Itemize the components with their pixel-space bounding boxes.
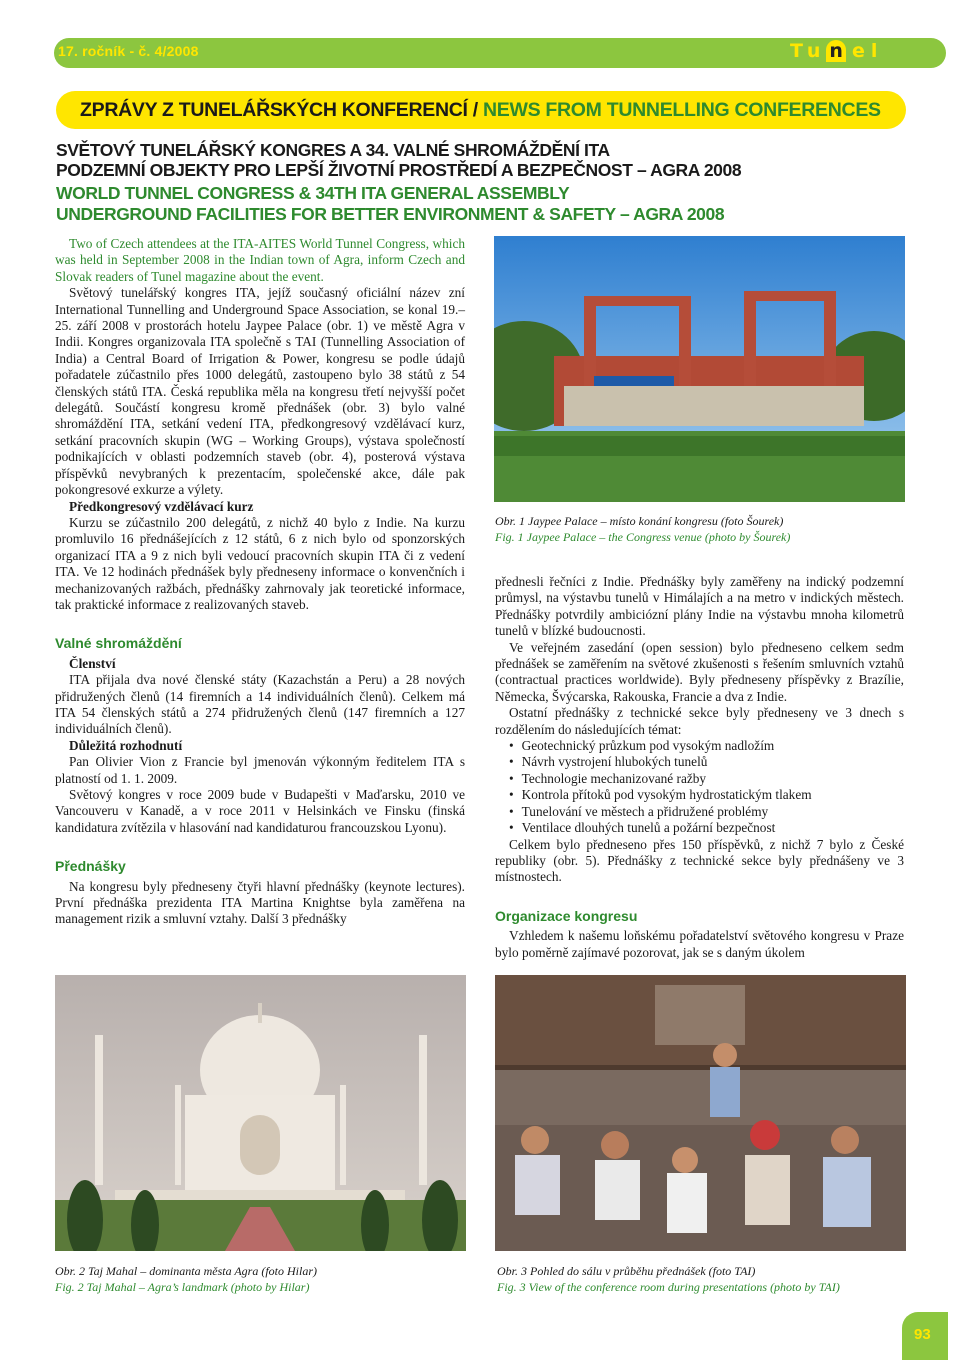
- paragraph: přednesli řečníci z Indie. Přednášky byly zaměřeny na indický podzemní průmysl, na výstavbu tunelů v Himálajích a na metro v indických městech. Přednášky potvrdily ambiciózní plány Indie na výstavbu mnoha kilometrů tunelů v blízké budoucnosti.: [495, 574, 904, 639]
- topic-list: [495, 738, 904, 836]
- paragraph: Pan Olivier Vion z Francie byl jmenován výkonným ředitelem ITA s platností od 1. 1. 2009.: [55, 754, 465, 786]
- headline-cz-2: PODZEMNÍ OBJEKTY PRO LEPŠÍ ŽIVOTNÍ PROSTŘEDÍ A BEZPEČNOST – AGRA 2008: [56, 160, 742, 180]
- conference-room-photo: [495, 975, 906, 1251]
- caption-cz: Obr. 3 Pohled do sálu v průběhu přednášek (foto TAI): [497, 1264, 756, 1278]
- paragraph: Vzhledem k našemu loňskému pořadatelství světového kongresu v Praze bylo poměrně zajímavé pozorovat, jak se s daným úkolem: [495, 928, 904, 960]
- subheading: Předkongresový vzdělávací kurz: [69, 498, 254, 514]
- subheading: Členství: [69, 655, 116, 671]
- caption-en: Fig. 3 View of the conference room during presentations (photo by TAI): [497, 1279, 840, 1294]
- section-heading: Přednášky: [55, 858, 126, 875]
- jaypee-palace-photo: [494, 236, 905, 502]
- list-item: • Technologie mechanizované ražby: [509, 771, 904, 787]
- list-item: • Kontrola přítoků pod vysokým hydrostatickým tlakem: [509, 787, 904, 803]
- headline-en-1: WORLD TUNNEL CONGRESS & 34TH ITA GENERAL ASSEMBLY: [56, 183, 570, 203]
- caption-en: Fig. 2 Taj Mahal – Agra’s landmark (photo by Hilar): [55, 1279, 310, 1294]
- logo-left: Tu: [790, 40, 827, 62]
- caption-cz: Obr. 1 Jaypee Palace – místo konání kongresu (foto Šourek): [495, 514, 784, 528]
- logo-middle: n: [826, 40, 846, 62]
- list-item: • Návrh vystrojení hlubokých tunelů: [509, 754, 904, 770]
- figure-caption: [497, 1264, 840, 1295]
- caption-en: Fig. 1 Jaypee Palace – the Congress venue (photo by Šourek): [495, 529, 791, 544]
- page-number: 93: [914, 1326, 931, 1343]
- paragraph: Na kongresu byly předneseny čtyři hlavní přednášky (keynote lectures). První přednáška prezidenta ITA Martina Knightse byla zaměřena na management rizik a smluvní vztahy. Další 3 přednášky: [55, 878, 465, 927]
- section-heading: Valné shromáždění: [55, 635, 182, 652]
- logo-right: el: [851, 40, 884, 62]
- page-number-badge: [902, 1312, 948, 1360]
- section-title-cz: ZPRÁVY Z TUNELÁŘSKÝCH KONFERENCÍ /: [80, 99, 483, 121]
- headline-cz-1: SVĚTOVÝ TUNELÁŘSKÝ KONGRES A 34. VALNÉ SHROMÁŽDĚNÍ ITA: [56, 140, 610, 160]
- figure-caption: [55, 1264, 317, 1295]
- paragraph: Ostatní přednášky z technické sekce byly předneseny ve 3 dnech s rozdělením do následujících témat:: [495, 705, 904, 737]
- figure-caption: [495, 514, 790, 545]
- issue-label: 17. ročník - č. 4/2008: [58, 43, 199, 59]
- subheading: Důležitá rozhodnutí: [69, 737, 183, 753]
- paragraph: ITA přijala dva nové členské státy (Kazachstán a Peru) a 28 nových přidružených členů (14 firemních a 14 individuálních členů). Celkem má ITA 54 členských států a 274 přidružených členů (147 firemních a 127 individuálních členů).: [55, 672, 465, 737]
- tunel-logo: [790, 40, 910, 66]
- list-item: • Ventilace dlouhých tunelů a požární bezpečnost: [509, 820, 904, 836]
- headline-en-2: UNDERGROUND FACILITIES FOR BETTER ENVIRONMENT & SAFETY – AGRA 2008: [56, 204, 725, 224]
- right-column: [495, 574, 904, 961]
- paragraph: Světový kongres v roce 2009 bude v Budapešti v Maďarsku, 2010 ve Vancouveru v Kanadě, a v roce 2011 v Helsinkách ve Finsku (finská kandidatura zvítězila v hlasování nad kandidaturou francouzskou Lyonu).: [55, 787, 465, 835]
- paragraph: Kurzu se zúčastnilo 200 delegátů, z nichž 40 bylo z Indie. Na kurzu promluvilo 16 přednášejících z 12 států, 6 z nich bylo od sponzorských organizací ITA a 9 z nich byli vedoucí pracovních skupin ITA či z vedení ITA. Ve 12 hodinách přednášek byly předneseny informace o konvenčních i mechanizovaných ražbách, přednášky zahrnovaly jak teoretické informace, tak praktické informace z realizovaných staveb.: [55, 514, 465, 612]
- section-title-en: NEWS FROM TUNNELLING CONFERENCES: [483, 99, 881, 121]
- list-item: • Geotechnický průzkum pod vysokým nadložím: [509, 738, 904, 754]
- paragraph: Ve veřejném zasedání (open session) bylo předneseno celkem sedm přednášek se zaměřením na světové zkušenosti s řešením smluvních vztahů (contractual practices worldwide). Byly předneseny příspěvky z Brazílie, Německa, Švýcarska, Rakouska, Francie a dva z Indie.: [495, 639, 904, 704]
- section-heading: Organizace kongresu: [495, 907, 638, 924]
- list-item: • Tunelování ve městech a přidružené problémy: [509, 804, 904, 820]
- taj-mahal-photo: [55, 975, 466, 1251]
- lead-paragraph: Two of Czech attendees at the ITA-AITES World Tunnel Congress, which was held in September 2008 in the Indian town of Agra, inform Czech and Slovak readers of Tunel magazine about the event.: [55, 236, 465, 284]
- left-column: [55, 236, 465, 928]
- paragraph: Celkem bylo předneseno přes 150 příspěvků, z nichž 7 bylo z České republiky (obr. 5). Přednášky z technické sekce byly přednášeny ve 3 místnostech.: [495, 836, 904, 885]
- caption-cz: Obr. 2 Taj Mahal – dominanta města Agra (foto Hilar): [55, 1264, 318, 1278]
- paragraph: Světový tunelářský kongres ITA, jejíž současný oficiální název zní International Tunnelling and Underground Space Association, se konal 19.–25. září 2008 v prostorách hotelu Jaypee Palace (obr. 1) ve městě Agra v Indii. Kongres organizovala ITA společně s TAI (Tunnelling Association of India) a Central Board of Irrigation & Power, kongresu se podle údajů pořadatele zúčastnilo přes 1000 delegátů, zastoupeno bylo 38 států z 54 členských států ITA. Česká republika měla na kongresu třetí nejvyšší počet delegátů. Součástí kongresu kromě přednášek (obr. 3) bylo valné shromáždění ITA, setkání vedení ITA, předkongresový vzdělávací kurz, setkání pracovních skupin (WG – Working Groups), výstava společností podnikajících v oblasti podzemních staveb (obr. 4), posterová výstava příspěvků nevybraných k prezentacím, společenské akce, dále pak pokongresové exkurze a výlety.: [55, 285, 465, 498]
- section-title: [80, 99, 881, 122]
